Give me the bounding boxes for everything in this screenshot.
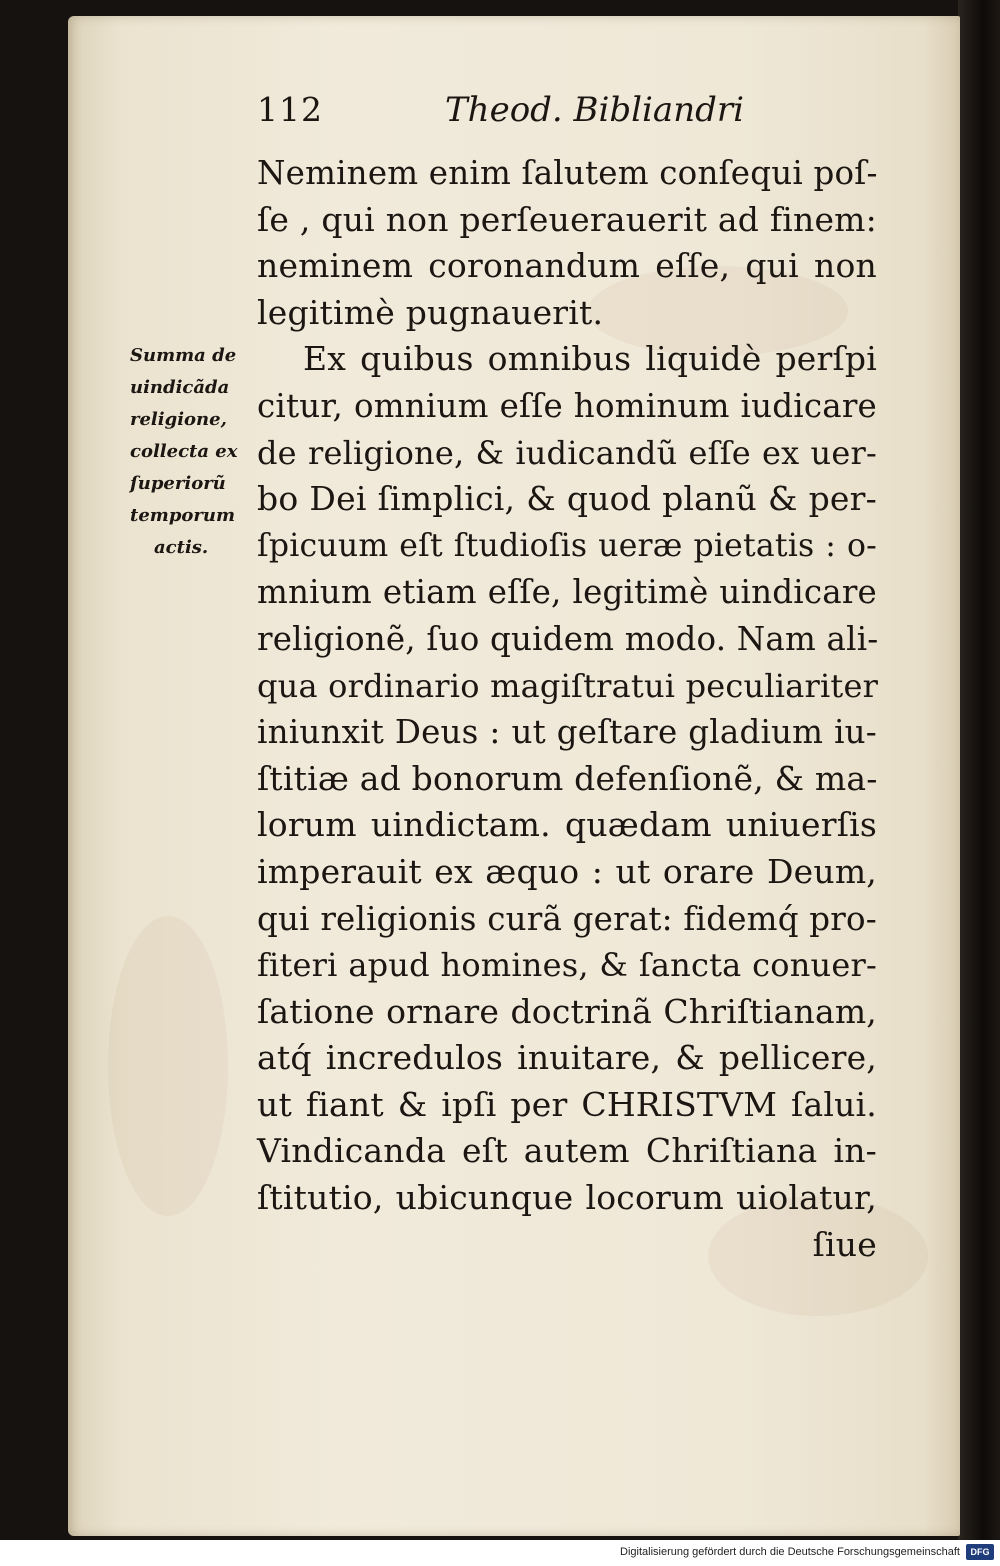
text-line: atq́ incredulos inuitare, & pellicere,: [257, 1038, 877, 1078]
footer-bar: [0, 1540, 1000, 1566]
text-line: ſatione ornare doctrinã Chriſtianam,: [257, 991, 877, 1031]
text-line: ut fiant & ipſi per CHRISTVM ſalui.: [257, 1084, 877, 1124]
dfg-logo-icon: DFG: [966, 1544, 994, 1560]
text-line: mnium etiam eſſe, legitimè uindicare: [257, 573, 877, 612]
text-line: imperauit ex æquo : ut orare Deum,: [257, 851, 877, 891]
margin-note: [130, 340, 250, 564]
text-line: lorum uindictam. quædam uniuerſis: [257, 805, 877, 845]
text-line: ſtitiæ ad bonorum defenſionẽ, & ma-: [257, 758, 878, 798]
book-edge: [958, 0, 1000, 1566]
text-line: legitimè pugnauerit.: [257, 292, 604, 332]
funding-credit: Digitalisierung gefördert durch die Deutsche Forschungsgemeinschaft: [620, 1546, 960, 1558]
text-line: Vindicanda eſt autem Chriſtiana in-: [257, 1131, 877, 1171]
page-header: [257, 90, 877, 142]
margin-note-line: actis.: [154, 537, 209, 558]
text-line: ſtitutio, ubicunque locorum uiolatur,: [257, 1178, 877, 1218]
running-head: Theod. Bibliandri: [445, 90, 744, 130]
margin-note-line: religione,: [130, 409, 227, 430]
text-line: bo Dei ſimplici, & quod planũ & per-: [257, 479, 877, 519]
margin-note-line: collecta ex: [130, 441, 238, 462]
text-line: de religione, & iudicandũ eſſe ex uer-: [257, 433, 877, 472]
margin-note-line: ſuperiorũ: [130, 473, 226, 494]
text-line: Neminem enim ſalutem conſequi poſ-: [257, 154, 878, 192]
text-line: citur, omnium eſſe hominum iudicare: [257, 386, 877, 425]
text-line: iniunxit Deus : ut geſtare gladium iu-: [257, 713, 877, 752]
margin-note-line: temporum: [130, 505, 236, 526]
text-line: ſe , qui non perſeuerauerit ad finem:: [257, 199, 877, 239]
text-line: fiteri apud homines, & ſancta conuer-: [257, 946, 877, 985]
text-line: neminem coronandum eſſe, qui non: [257, 246, 877, 286]
text-line: Ex quibus omnibus liquidè perſpi: [303, 339, 877, 379]
text-line: qui religionis curã gerat: fidemq́ pro-: [257, 899, 877, 938]
text-line: qua ordinario magiſtratui peculiariter: [257, 666, 879, 705]
page-number: 112: [257, 90, 323, 129]
catchword: ſiue: [812, 1224, 877, 1264]
text-line: religionẽ, ſuo quidem modo. Nam ali-: [257, 619, 879, 658]
paper-stain: [108, 916, 228, 1216]
margin-note-line: Summa de: [130, 345, 237, 366]
text-line: ſpicuum eſt ſtudioſis ueræ pietatis : o-: [257, 527, 877, 564]
margin-note-line: uindicãda: [130, 377, 230, 398]
body-text: [257, 150, 877, 1268]
